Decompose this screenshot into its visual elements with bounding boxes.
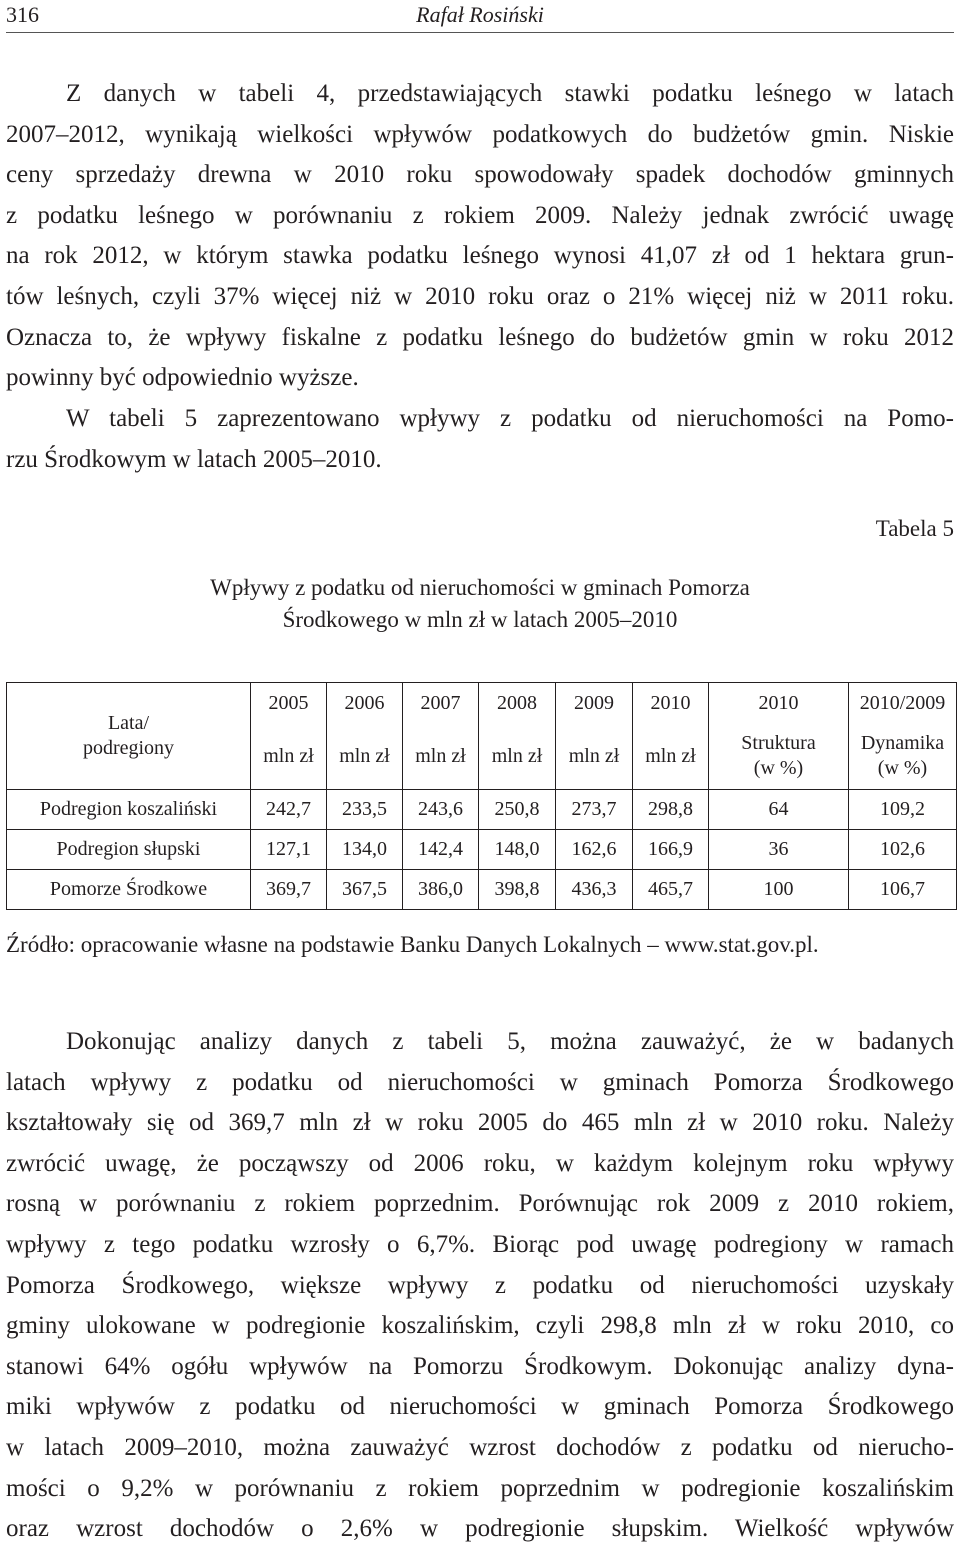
page-number: 316	[6, 2, 39, 27]
unit-header: mln zł	[403, 723, 479, 790]
year-header: 2006	[327, 683, 403, 724]
unit-header: mln zł	[251, 723, 327, 790]
table-cell: 64	[709, 790, 849, 830]
structure-header-line: Struktura	[741, 732, 816, 754]
table-title-line: Środkowego w mln zł w latach 2005–2010	[282, 607, 678, 632]
text-line: ceny sprzedaży drewna w 2010 roku spowodowały spadek dochodów gminnych	[6, 161, 954, 189]
table-cell: 106,7	[849, 870, 957, 910]
year-header: 2010	[633, 683, 709, 724]
running-header	[6, 0, 954, 33]
text-line: 2007–2012, wynikają wielkości wpływów podatkowych do budżetów gmin. Niskie	[6, 120, 954, 148]
text-line: tów leśnych, czyli 37% więcej niż w 2010 roku oraz o 21% więcej niż w 2011 roku.	[6, 282, 954, 310]
table-cell: 398,8	[479, 870, 556, 910]
text-line: W tabeli 5 zaprezentowano wpływy z podatku od nieruchomości na Pomo-	[66, 405, 954, 432]
table-cell: 369,7	[251, 870, 327, 910]
table-cell: 386,0	[403, 870, 479, 910]
text-line: latach wpływy z podatku od nieruchomości w gminach Pomorza Środkowego	[6, 1068, 954, 1096]
data-table	[6, 682, 957, 910]
structure-header	[709, 723, 849, 790]
text-line: gminy ulokowane w podregionie koszalińskim, czyli 298,8 mln zł w roku 2010, co	[6, 1312, 954, 1340]
table-cell: 134,0	[327, 830, 403, 870]
text-line: stanowi 64% ogółu wpływów na Pomorzu Środkowym. Dokonując analizy dyna-	[6, 1352, 954, 1380]
text-line: Pomorza Środkowego, większe wpływy z podatku od nieruchomości uzyskały	[6, 1271, 954, 1299]
corner-header-line: podregiony	[82, 737, 175, 759]
table-cell: 100	[709, 870, 849, 910]
year-header: 2009	[556, 683, 633, 724]
table-title-line: Wpływy z podatku od nieruchomości w gminach Pomorza	[210, 575, 750, 600]
unit-header: mln zł	[633, 723, 709, 790]
table-source-note: Źródło: opracowanie własne na podstawie Banku Danych Lokalnych – www.stat.gov.pl.	[6, 932, 819, 957]
table-label: Tabela 5	[875, 516, 954, 541]
table-cell: 242,7	[251, 790, 327, 830]
text-line: w latach 2009–2010, można zauważyć wzrost dochodów z podatku od nierucho-	[6, 1433, 954, 1461]
unit-header: mln zł	[479, 723, 556, 790]
table-cell: 109,2	[849, 790, 957, 830]
table-cell: 273,7	[556, 790, 633, 830]
table-cell: 148,0	[479, 830, 556, 870]
year-header: 2008	[479, 683, 556, 724]
dynamics-header-line: (w %)	[877, 757, 928, 779]
text-line: oraz wzrost dochodów o 2,6% w podregionie słupskim. Wielkość wpływów	[6, 1515, 954, 1543]
corner-header	[7, 683, 251, 790]
text-line: powinny być odpowiednio wyższe.	[6, 364, 359, 392]
table-cell: 465,7	[633, 870, 709, 910]
text-line: kształtowały się od 369,7 mln zł w roku 2005 do 465 mln zł w 2010 roku. Należy	[6, 1109, 954, 1137]
table-cell: 36	[709, 830, 849, 870]
table-title	[0, 572, 960, 636]
table-row	[7, 830, 957, 870]
dynamics-header	[849, 723, 957, 790]
text-line: rosną w porównaniu z rokiem poprzednim. Porównując rok 2009 z 2010 rokiem,	[6, 1190, 954, 1218]
unit-header: mln zł	[556, 723, 633, 790]
text-line: Dokonując analizy danych z tabeli 5, można zauważyć, że w badanych	[66, 1028, 954, 1055]
year-header: 2007	[403, 683, 479, 724]
text-line: Oznacza to, że wpływy fiskalne z podatku leśnego do budżetów gmin w roku 2012	[6, 323, 954, 351]
paragraph-3	[6, 1022, 954, 1550]
table-row	[7, 870, 957, 910]
row-label: Podregion koszaliński	[7, 790, 251, 830]
text-line: na rok 2012, w którym stawka podatku leśnego wynosi 41,07 zł od 1 hektara grun-	[6, 242, 954, 270]
text-line: z podatku leśnego w porównaniu z rokiem 2009. Należy jednak zwrócić uwagę	[6, 201, 954, 229]
table-cell: 436,3	[556, 870, 633, 910]
year-header: 2010	[709, 683, 849, 724]
table-row	[7, 790, 957, 830]
table-cell: 142,4	[403, 830, 479, 870]
table-cell: 298,8	[633, 790, 709, 830]
table-cell: 243,6	[403, 790, 479, 830]
text-line: rzu Środkowym w latach 2005–2010.	[6, 445, 382, 473]
running-head-author: Rafał Rosiński	[416, 2, 544, 27]
table-cell: 166,9	[633, 830, 709, 870]
text-line: Z danych w tabeli 4, przedstawiających stawki podatku leśnego w latach	[66, 80, 954, 107]
paragraph-1	[6, 74, 954, 399]
table-cell: 127,1	[251, 830, 327, 870]
dynamics-header-line: Dynamika	[860, 732, 945, 754]
structure-header-line: (w %)	[753, 757, 804, 779]
text-line: mości o 9,2% w porównaniu z rokiem poprzednim w podregionie koszalińskim	[6, 1474, 954, 1502]
table-cell: 102,6	[849, 830, 957, 870]
table-cell: 367,5	[327, 870, 403, 910]
row-label: Pomorze Środkowe	[7, 870, 251, 910]
text-line: zwrócić uwagę, że począwszy od 2006 roku, w każdym kolejnym roku wpływy	[6, 1149, 954, 1177]
table-cell: 250,8	[479, 790, 556, 830]
text-line: miki wpływów z podatku od nieruchomości w gminach Pomorza Środkowego	[6, 1393, 954, 1421]
table-cell: 233,5	[327, 790, 403, 830]
year-header: 2010/2009	[849, 683, 957, 724]
table-cell: 162,6	[556, 830, 633, 870]
year-header: 2005	[251, 683, 327, 724]
text-line: wpływy z tego podatku wzrosły o 6,7%. Biorąc pod uwagę podregiony w ramach	[6, 1230, 954, 1258]
corner-header-line: Lata/	[107, 712, 150, 734]
paragraph-2	[6, 399, 954, 480]
row-label: Podregion słupski	[7, 830, 251, 870]
unit-header: mln zł	[327, 723, 403, 790]
